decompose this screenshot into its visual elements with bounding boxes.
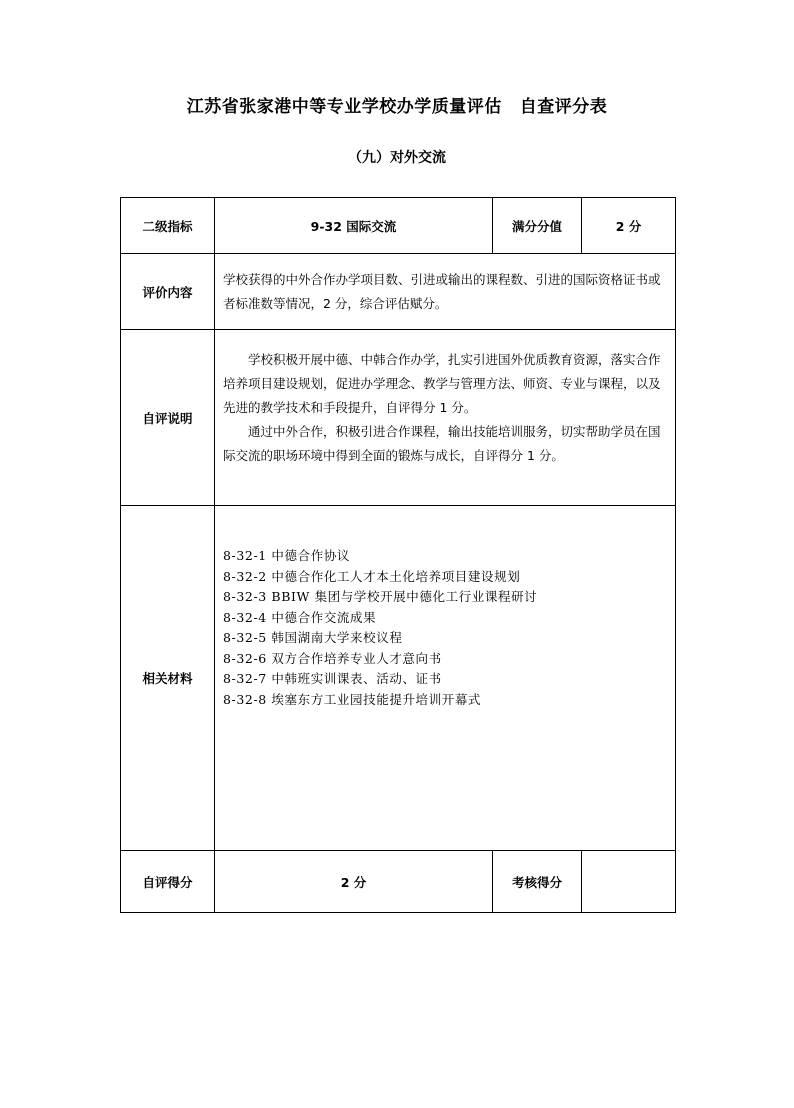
self-score-label: 自评得分 xyxy=(121,851,215,913)
material-item: 8-32-6 双方合作培养专业人才意向书 xyxy=(223,650,442,666)
material-item: 8-32-8 埃塞东方工业园技能提升培训开幕式 xyxy=(223,691,482,707)
materials-list xyxy=(215,506,676,851)
material-item: 8-32-2 中德合作化工人才本土化培养项目建设规划 xyxy=(223,568,521,584)
self-eval-paragraph: 通过中外合作，积极引进合作课程，输出技能培训服务，切实帮助学员在国际交流的职场环境中得到全面的锻炼与成长，自评得分 1 分。 xyxy=(223,424,661,463)
self-eval-label: 自评说明 xyxy=(121,330,215,506)
indicator-row xyxy=(121,198,676,254)
self-score-value: 2 分 xyxy=(215,851,493,913)
content-text: 学校获得的中外合作办学项目数、引进或输出的课程数、引进的国际资格证书或者标准数等情况，2 分，综合评估赋分。 xyxy=(215,254,676,330)
page-title xyxy=(0,92,794,117)
self-eval-text xyxy=(215,330,676,506)
self-eval-paragraph: 学校积极开展中德、中韩合作办学，扎实引进国外优质教育资源，落实合作培养项目建设规划，促进办学理念、教学与管理方法、师资、专业与课程，以及先进的教学技术和手段提升，自评得分 1 分。 xyxy=(223,352,661,415)
self-eval-row xyxy=(121,330,676,506)
content-label: 评价内容 xyxy=(121,254,215,330)
materials-row xyxy=(121,506,676,851)
score-row xyxy=(121,851,676,913)
material-item: 8-32-7 中韩班实训课表、活动、证书 xyxy=(223,671,442,686)
full-score-value: 2 分 xyxy=(582,198,676,254)
indicator-label: 二级指标 xyxy=(121,198,215,254)
check-score-label: 考核得分 xyxy=(493,851,582,913)
material-item: 8-32-4 中德合作交流成果 xyxy=(223,609,377,625)
full-score-label: 满分分值 xyxy=(493,198,582,254)
section-subtitle: （九）对外交流 xyxy=(348,150,446,166)
materials-label: 相关材料 xyxy=(121,506,215,851)
indicator-value: 9-32 国际交流 xyxy=(215,198,493,254)
material-item: 8-32-5 韩国湖南大学来校议程 xyxy=(223,630,403,645)
page-title-suffix: 自查评分表 xyxy=(519,97,608,117)
check-score-value[interactable] xyxy=(582,851,676,913)
evaluation-table xyxy=(120,197,676,913)
content-row xyxy=(121,254,676,330)
page-title-main: 江苏省张家港中等专业学校办学质量评估 xyxy=(186,97,502,117)
material-item: 8-32-3 BBIW 集团与学校开展中德化工行业课程研讨 xyxy=(223,589,538,604)
material-item: 8-32-1 中德合作协议 xyxy=(223,548,351,563)
